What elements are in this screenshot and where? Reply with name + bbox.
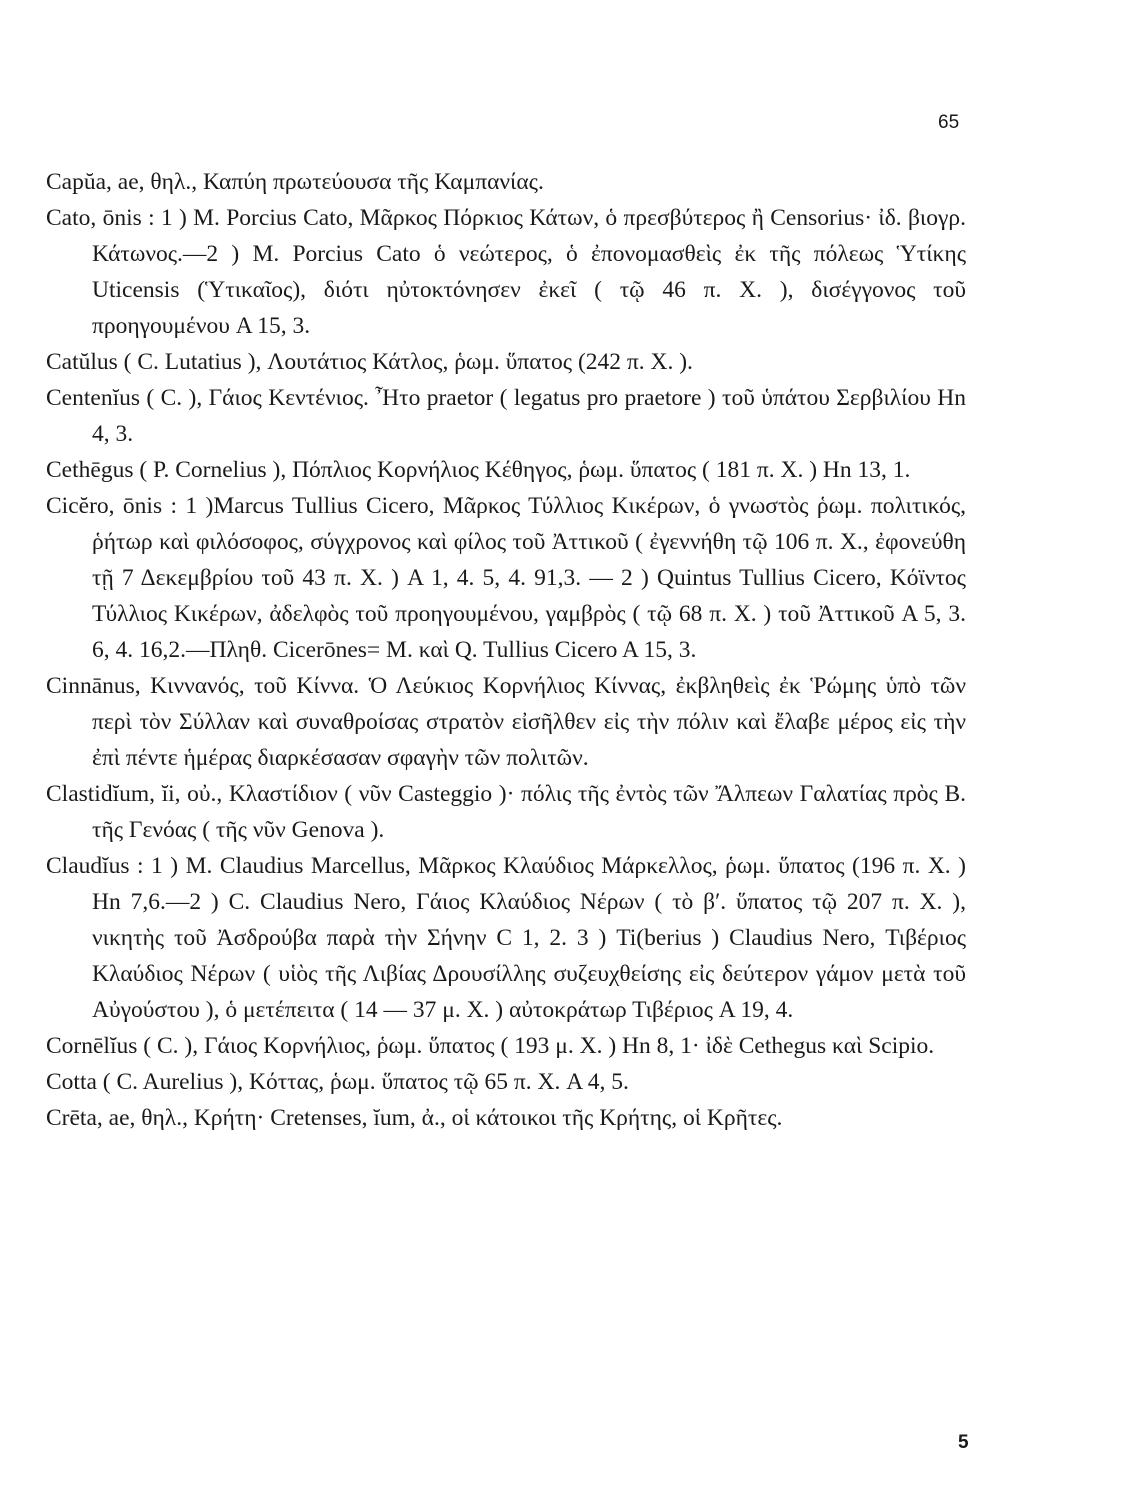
entry-cotta: Cotta ( C. Aurelius ), Κόττας, ῥωμ. ὕπατος τῷ 65 π. Χ. A 4, 5. <box>46 1069 629 1095</box>
entry-clastidium: Clastidĭum, ĭi, οὐ., Κλαστίδιον ( νῦν Casteggio )· πόλις τῆς ἐντὸς τῶν Ἄλπεων Γαλατίας πρὸς Β. τῆς Γενόας ( τῆς νῦν Genova ). <box>46 781 966 843</box>
entry-catulus: Catŭlus ( C. Lutatius ), Λουτάτιος Κάτλος, ῥωμ. ὕπατος (242 π. Χ. ). <box>46 349 693 375</box>
entry-cinnanus: Cinnānus, Κιννανός, τοῦ Κίννα. Ὁ Λεύκιος Κορνήλιος Κίννας, ἐκβληθεὶς ἐκ Ῥώμης ὑπὸ τῶν περὶ τὸν Σύλλαν καὶ συναθροίσας στρατὸν εἰσῆλθεν εἰς τὴν πόλιν καὶ ἔλαβε μέρος εἰς τὴν ἐπὶ πέντε ἡμέρας διαρκέσασαν σφαγὴν τῶν πολιτῶν. <box>46 673 966 771</box>
entry-creta: Crēta, ae, θηλ., Κρήτη· Cretenses, ĭum, ἀ., οἱ κάτοικοι τῆς Κρήτης, οἱ Κρῆτες. <box>46 1105 783 1131</box>
page-number-bottom: 5 <box>958 1432 969 1453</box>
entry-centenius: Centenĭus ( C. ), Γάιος Κεντένιος. Ἦτο praetor ( legatus pro praetore ) τοῦ ὑπάτου Σερβιλίου Hn 4, 3. <box>46 385 966 447</box>
page-number-top: 65 <box>938 112 960 133</box>
entry-cornelius: Cornēlĭus ( C. ), Γάιος Κορνήλιος, ῥωμ. ὕπατος ( 193 μ. Χ. ) Hn 8, 1· ἰδὲ Cethegus καὶ Scipio. <box>46 1033 935 1059</box>
entry-capua: Capŭa, ae, θηλ., Καπύη πρωτεύουσα τῆς Καμπανίας. <box>46 169 544 195</box>
entry-cethegus: Cethēgus ( P. Cornelius ), Πόπλιος Κορνήλιος Κέθηγος, ῥωμ. ὕπατος ( 181 π. Χ. ) Hn 13, 1. <box>46 457 911 483</box>
dictionary-entries <box>46 164 966 1136</box>
entry-claudius: Claudĭus : 1 ) M. Claudius Marcellus, Μᾶρκος Κλαύδιος Μάρκελλος, ῥωμ. ὕπατος (196 π. Χ. ) Hn 7,6.—2 ) C. Claudius Nero, Γάιος Κλαύδιος Νέρων ( τὸ β′. ὕπατος τῷ 207 π. Χ. ), νικητὴς τοῦ Ἀσδρούβα παρὰ τὴν Σήνην C 1, 2. 3 ) Ti(berius ) Claudius Nero, Τιβέριος Κλαύδιος Νέρων ( υἱὸς τῆς Λιβίας Δρουσίλλης συζευχθείσης εἰς δεύτερον γάμον μετὰ τοῦ Αὐγούστου ), ὁ μετέπειτα ( 14 — 37 μ. Χ. ) αὐτοκράτωρ Τιβέριος A 19, 4. <box>46 853 966 1023</box>
entry-cato: Cato, ōnis : 1 ) M. Porcius Cato, Μᾶρκος Πόρκιος Κάτων, ὁ πρεσβύτερος ἢ Censorius· ἰδ. βιογρ. Κάτωνος.—2 ) M. Porcius Cato ὁ νεώτερος, ὁ ἐπονομασθεὶς ἐκ τῆς πόλεως Ὑτίκης Uticensis (Ὑτικαῖος), διότι ηὐτοκτόνησεν ἐκεῖ ( τῷ 46 π. Χ. ), δισέγγονος τοῦ προηγουμένου A 15, 3. <box>46 205 966 339</box>
entry-cicero: Cicĕro, ōnis : 1 )Marcus Tullius Cicero, Μᾶρκος Τύλλιος Κικέρων, ὁ γνωστὸς ῥωμ. πολιτικός, ῥήτωρ καὶ φιλόσοφος, σύγχρονος καὶ φίλος τοῦ Ἀττικοῦ ( ἐγεννήθη τῷ 106 π. Χ., ἐφονεύθη τῇ 7 Δεκεμβρίου τοῦ 43 π. Χ. ) A 1, 4. 5, 4. 91,3. — 2 ) Quintus Tullius Cicero, Κόϊντος Τύλλιος Κικέρων, ἀδελφὸς τοῦ προηγουμένου, γαμβρὸς ( τῷ 68 π. Χ. ) τοῦ Ἀττικοῦ A 5, 3. 6, 4. 16,2.—Πληθ. Cicerōnes= M. καὶ Q. Tullius Cicero A 15, 3. <box>46 493 966 663</box>
